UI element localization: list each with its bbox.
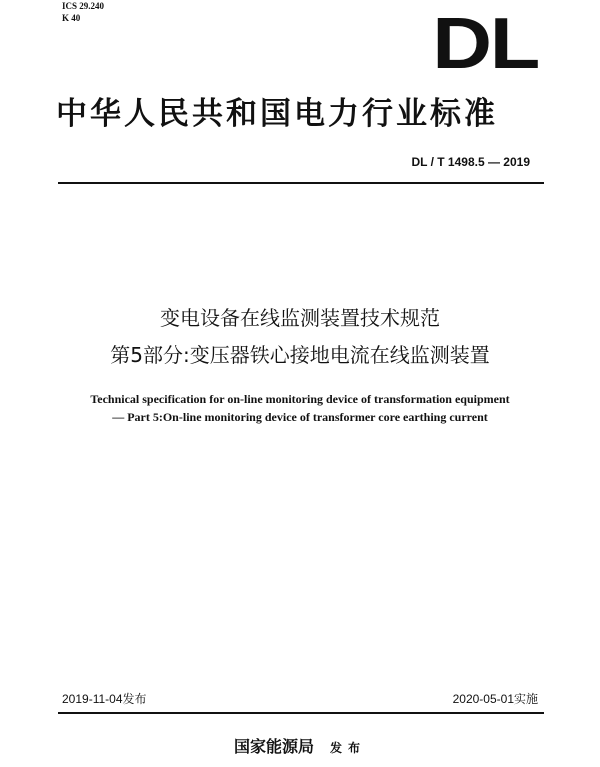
title-en-line2: — Part 5:On-line monitoring device of transformer core earthing current <box>112 410 488 424</box>
title-en-line1: Technical specification for on-line monitoring device of transformation equipment <box>90 392 510 406</box>
publisher-action: 发布 <box>330 741 367 755</box>
publisher-line <box>0 734 600 757</box>
title-cn-line1: 变电设备在线监测装置技术规范 <box>160 306 440 330</box>
dl-logo: DL <box>432 4 538 84</box>
ccs-code: K 40 <box>62 13 81 23</box>
classification-codes <box>62 0 104 24</box>
ics-code: ICS 29.240 <box>62 1 105 11</box>
issuing-authority-title: 中华人民共和国电力行业标准 <box>56 96 498 132</box>
bottom-divider <box>58 712 544 714</box>
standard-number: DL / T 1498.5 — 2019 <box>411 155 530 169</box>
publisher-name: 国家能源局 <box>233 737 314 756</box>
top-divider <box>58 182 544 184</box>
implementation-date: 2020-05-01实施 <box>452 692 538 706</box>
issue-date: 2019-11-04发布 <box>62 692 147 706</box>
title-cn-line2: 第5部分:变压器铁心接地电流在线监测装置 <box>110 343 490 367</box>
